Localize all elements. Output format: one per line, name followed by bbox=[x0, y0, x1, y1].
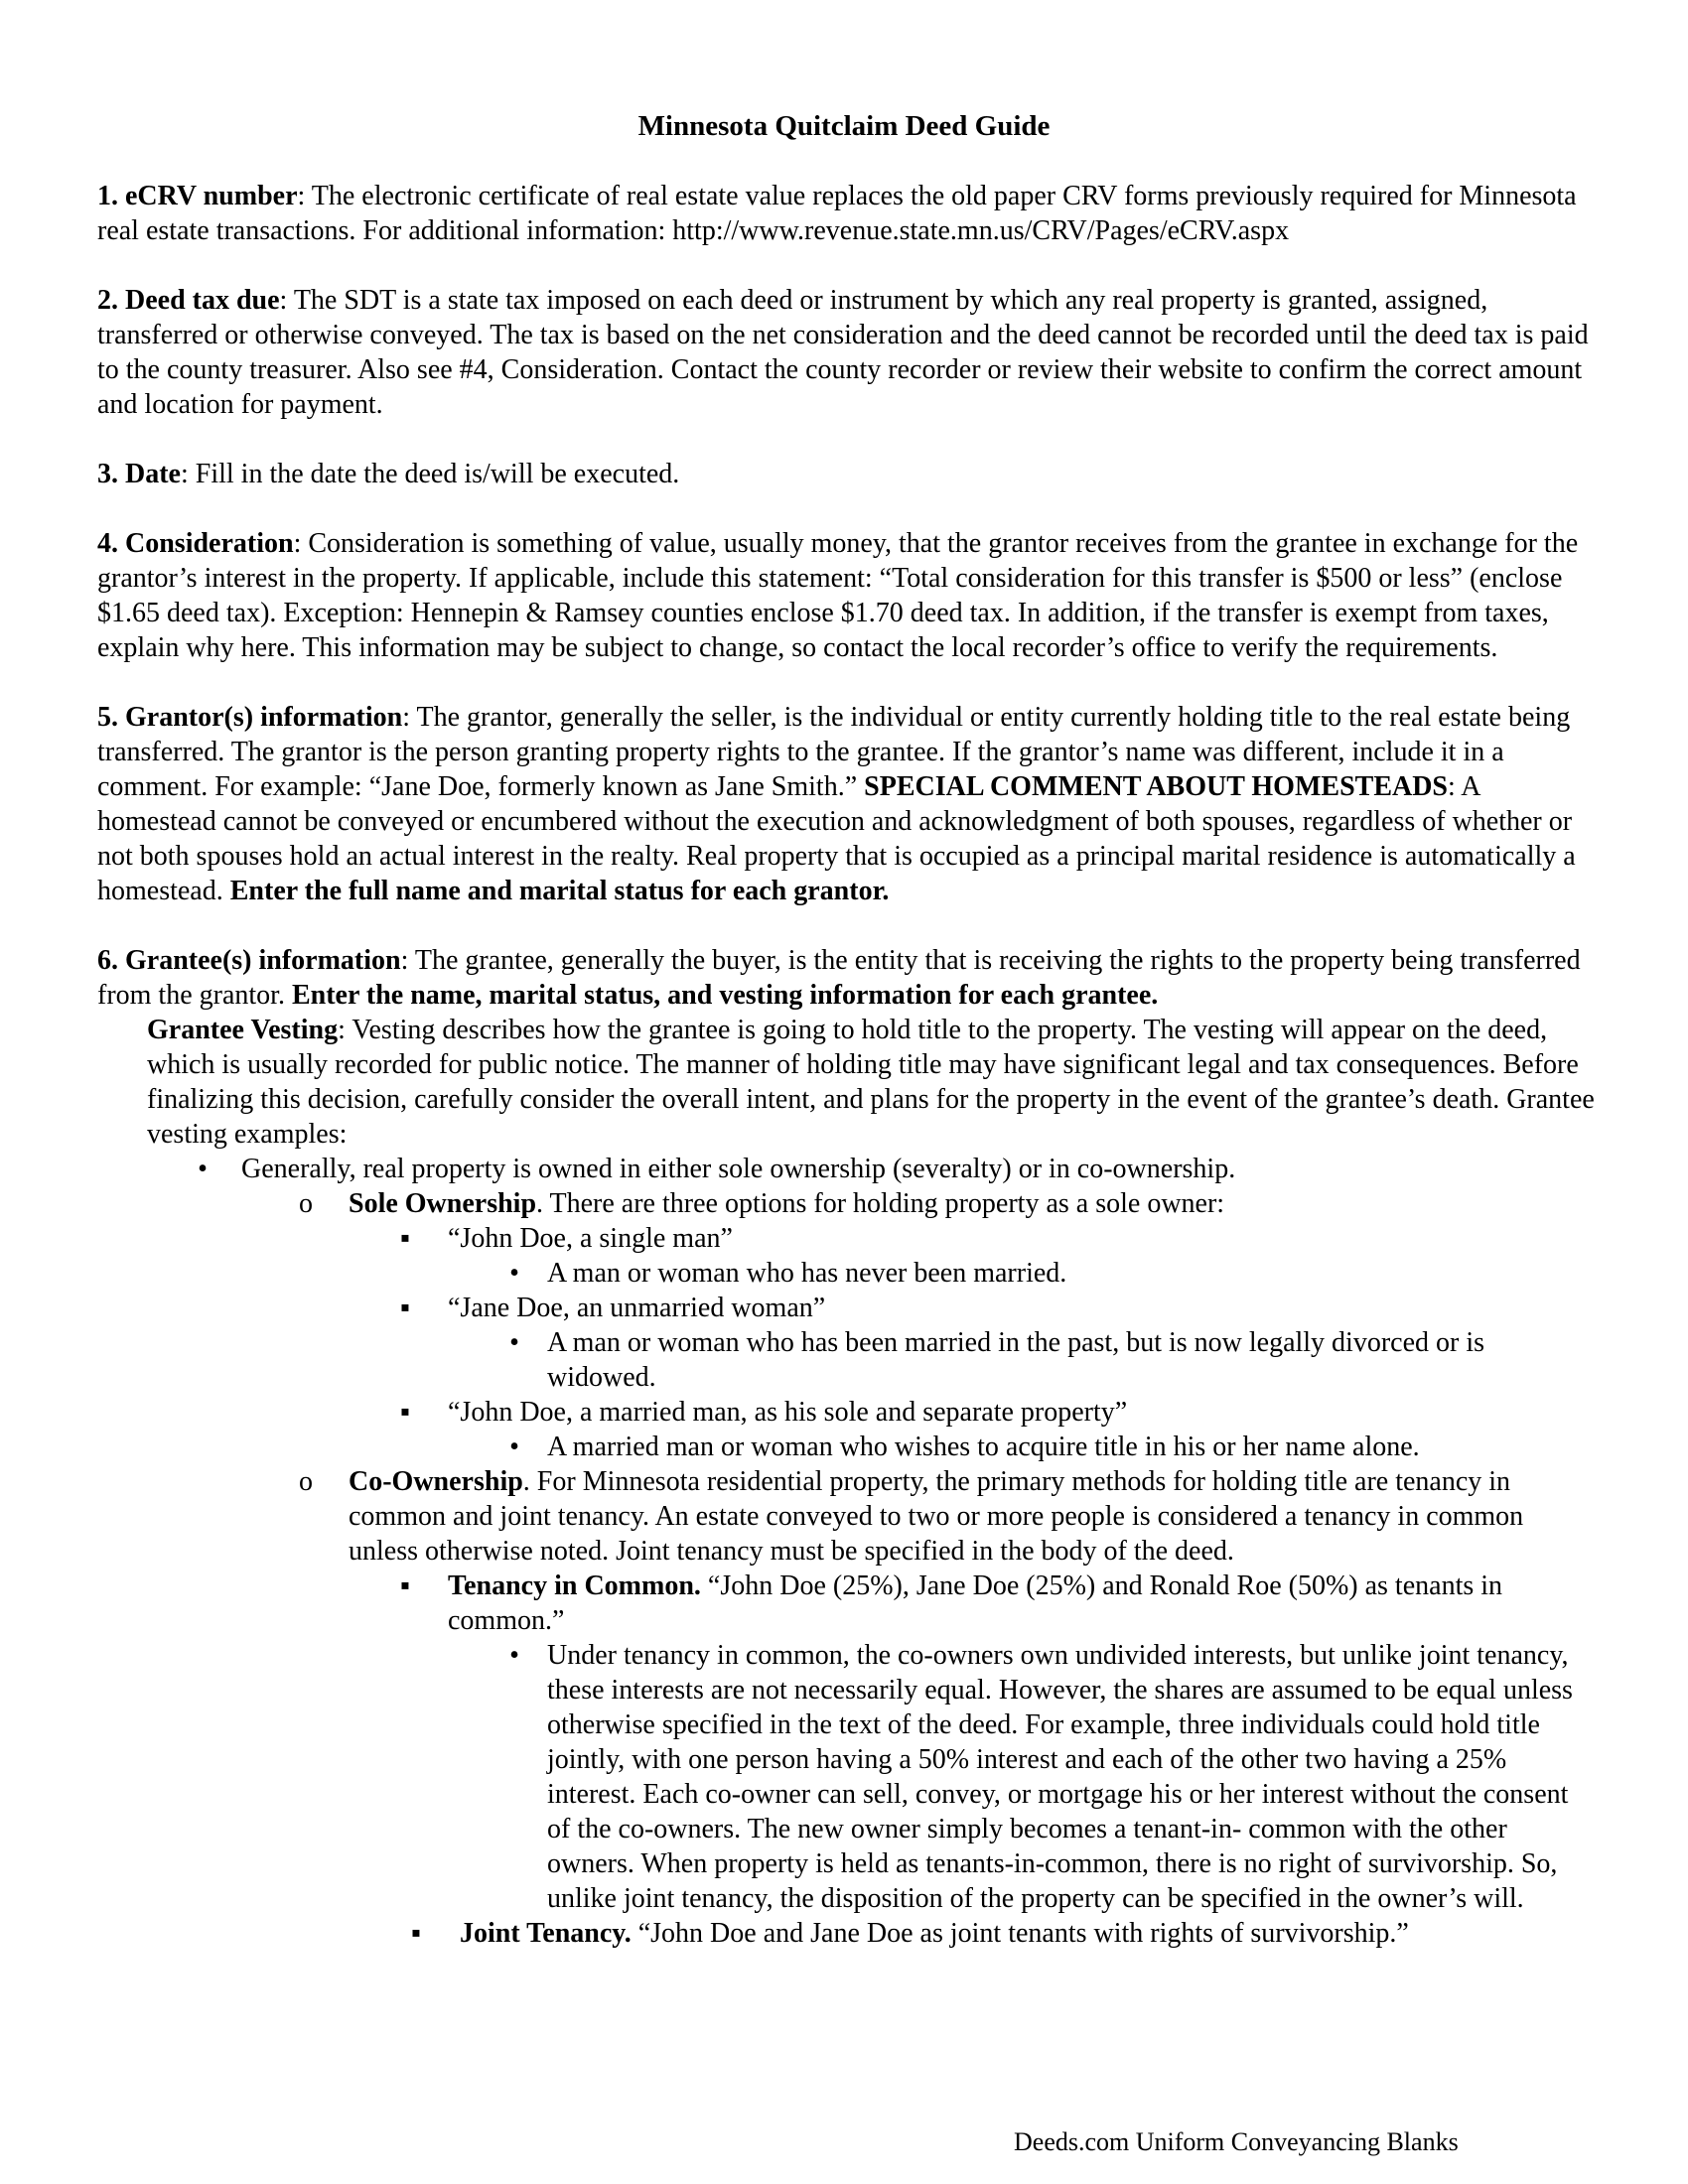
joint-tenancy-heading: Joint Tenancy. bbox=[460, 1918, 632, 1949]
section-heading: 4. Consideration bbox=[97, 528, 294, 559]
section-heading: 1. eCRV number bbox=[97, 181, 298, 211]
list-item bbox=[97, 1638, 1597, 1916]
sole-ownership-text: . There are three options for holding property as a sole owner: bbox=[536, 1188, 1225, 1219]
square-bullet-icon bbox=[406, 1916, 426, 1951]
square-bullet-icon bbox=[395, 1221, 415, 1256]
section-text: : The SDT is a state tax imposed on each deed or instrument by which any real property is granted, assigned, transferred or otherwise conveyed. The tax is based on the net consideration and the deed cannot be recorded until the deed tax is paid to the county treasurer. Also see #4, Consideration. Contact the county recorder or review their website to confirm the correct amount and location for payment. bbox=[97, 285, 1589, 420]
section-paragraph bbox=[97, 700, 1597, 908]
circle-bullet-icon bbox=[296, 1464, 316, 1499]
bullet-icon bbox=[504, 1638, 524, 1673]
vesting-note: A man or woman who has never been married. bbox=[547, 1258, 1067, 1289]
list-item-text: Generally, real property is owned in either sole ownership (severalty) or in co-ownership. bbox=[241, 1154, 1236, 1184]
co-ownership-text: . For Minnesota residential property, the primary methods for holding title are tenancy in common and joint tenancy. An estate conveyed to two or more people is considered a tenancy in common unless otherwise noted. Joint tenancy must be specified in the body of the deed. bbox=[349, 1466, 1524, 1567]
section-paragraph bbox=[97, 179, 1597, 248]
square-bullet-icon bbox=[395, 1395, 415, 1430]
section-text: : Fill in the date the deed is/will be executed. bbox=[180, 459, 680, 489]
bullet-icon bbox=[504, 1325, 524, 1360]
list-item-tenancy-in-common bbox=[97, 1569, 1597, 1638]
list-item bbox=[97, 1291, 1597, 1325]
tenancy-in-common-note: Under tenancy in common, the co-owners own undivided interests, but unlike joint tenancy, these interests are not necessarily equal. However, the shares are assumed to be equal unless otherwise specified in the text of the deed. For example, three individuals could hold title jointly, with one person having a 50% interest and each of the other two having a 25% interest. Each co-owner can sell, convey, or mortgage his or her interest without the consent of the co-owners. The new owner simply becomes a tenant-in- common with the other owners. When property is held as tenants-in-common, there is no right of survivorship. So, unlike joint tenancy, the disposition of the property can be specified in the owner’s will. bbox=[547, 1640, 1573, 1914]
tenancy-in-common-heading: Tenancy in Common. bbox=[448, 1570, 701, 1601]
page-footer: Deeds.com Uniform Conveyancing Blanks bbox=[1014, 2127, 1459, 2156]
vesting-example: “John Doe, a single man” bbox=[448, 1223, 733, 1254]
tenancy-in-common-text: “John Doe (25%), Jane Doe (25%) and Ronald Roe (50%) as tenants in common.” bbox=[448, 1570, 1503, 1636]
section-text: : The grantee, generally the buyer, is the entity that is receiving the rights to the property being transferred from the grantor. bbox=[97, 945, 1581, 1011]
list-item bbox=[97, 1325, 1597, 1395]
list-item bbox=[97, 1221, 1597, 1256]
list-item bbox=[97, 1256, 1597, 1291]
homestead-text: : A homestead cannot be conveyed or encumbered without the execution and acknowledgment of both spouses, regardless of whether or not both spouses hold an actual interest in the realty. Real property that is occupied as a principal marital residence is automatically a homestead. bbox=[97, 771, 1576, 906]
homestead-heading: SPECIAL COMMENT ABOUT HOMESTEADS bbox=[864, 771, 1449, 802]
square-bullet-icon bbox=[395, 1569, 415, 1603]
section-paragraph bbox=[97, 943, 1597, 1013]
section-consideration bbox=[97, 526, 1597, 665]
page-title: Minnesota Quitclaim Deed Guide bbox=[637, 110, 1051, 142]
vesting-paragraph bbox=[147, 1013, 1597, 1152]
section-heading: 3. Date bbox=[97, 459, 181, 489]
section-paragraph bbox=[97, 283, 1597, 422]
co-ownership-heading: Co-Ownership bbox=[349, 1466, 523, 1497]
section-deed-tax-due bbox=[97, 283, 1597, 422]
section-date bbox=[97, 457, 1597, 491]
bullet-icon bbox=[504, 1430, 524, 1464]
section-paragraph bbox=[97, 457, 1597, 491]
list-item bbox=[97, 1430, 1597, 1464]
grantee-vesting bbox=[147, 1013, 1597, 1152]
section-grantor-information bbox=[97, 700, 1597, 908]
section-grantee-information bbox=[97, 943, 1597, 1951]
joint-tenancy-text: “John Doe and Jane Doe as joint tenants with rights of survivorship.” bbox=[631, 1918, 1409, 1949]
section-text: : Consideration is something of value, usually money, that the grantor receives from the grantee in exchange for the grantor’s interest in the property. If applicable, include this statement: “Total consideration for this transfer is $500 or less” (enclose $1.65 deed tax). Exception: Hennepin & Ramsey counties enclose $1.70 deed tax. In addition, if the transfer is exempt from taxes, explain why here. This information may be subject to change, so contact the local recorder’s office to verify the requirements. bbox=[97, 528, 1579, 663]
section-heading: 2. Deed tax due bbox=[97, 285, 280, 316]
vesting-example: “Jane Doe, an unmarried woman” bbox=[448, 1293, 826, 1323]
list-item bbox=[97, 1395, 1597, 1430]
vesting-example: “John Doe, a married man, as his sole and separate property” bbox=[448, 1397, 1128, 1428]
list-item-sole-ownership bbox=[97, 1186, 1597, 1221]
bullet-icon bbox=[193, 1152, 212, 1186]
vesting-note: A married man or woman who wishes to acquire title in his or her name alone. bbox=[547, 1432, 1420, 1462]
square-bullet-icon bbox=[395, 1291, 415, 1325]
circle-bullet-icon bbox=[296, 1186, 316, 1221]
section-heading: 6. Grantee(s) information bbox=[97, 945, 401, 976]
list-item bbox=[97, 1152, 1597, 1186]
section-paragraph bbox=[97, 526, 1597, 665]
list-item-joint-tenancy bbox=[97, 1916, 1597, 1951]
vesting-note: A man or woman who has been married in the past, but is now legally divorced or is widowed. bbox=[547, 1327, 1485, 1393]
grantor-instruction: Enter the full name and marital status for each grantor. bbox=[229, 876, 890, 906]
section-text: : The grantor, generally the seller, is the individual or entity currently holding title to the real estate being transferred. The grantor is the person granting property rights to the grantee. If the grantor’s name was different, include it in a comment. For example: “Jane Doe, formerly known as Jane Smith.” bbox=[97, 702, 1571, 802]
vesting-text: : Vesting describes how the grantee is going to hold title to the property. The vesting will appear on the deed, which is usually recorded for public notice. The manner of holding title may have significant legal and tax consequences. Before finalizing this decision, carefully consider the overall intent, and plans for the property in the event of the grantee’s death. Grantee vesting examples: bbox=[147, 1015, 1595, 1150]
section-text: : The electronic certificate of real estate value replaces the old paper CRV forms previously required for Minnesota real estate transactions. For additional information: http://www.revenue.state.mn.us/CRV/Pages/eCRV.aspx bbox=[97, 181, 1577, 246]
sole-ownership-heading: Sole Ownership bbox=[349, 1188, 537, 1219]
vesting-heading: Grantee Vesting bbox=[147, 1015, 339, 1045]
bullet-icon bbox=[504, 1256, 524, 1291]
guide-body bbox=[97, 179, 1597, 1985]
section-ecrv-number bbox=[97, 179, 1597, 248]
grantee-instruction: Enter the name, marital status, and vesting information for each grantee. bbox=[291, 980, 1159, 1011]
section-heading: 5. Grantor(s) information bbox=[97, 702, 403, 733]
list-item-co-ownership bbox=[97, 1464, 1597, 1569]
